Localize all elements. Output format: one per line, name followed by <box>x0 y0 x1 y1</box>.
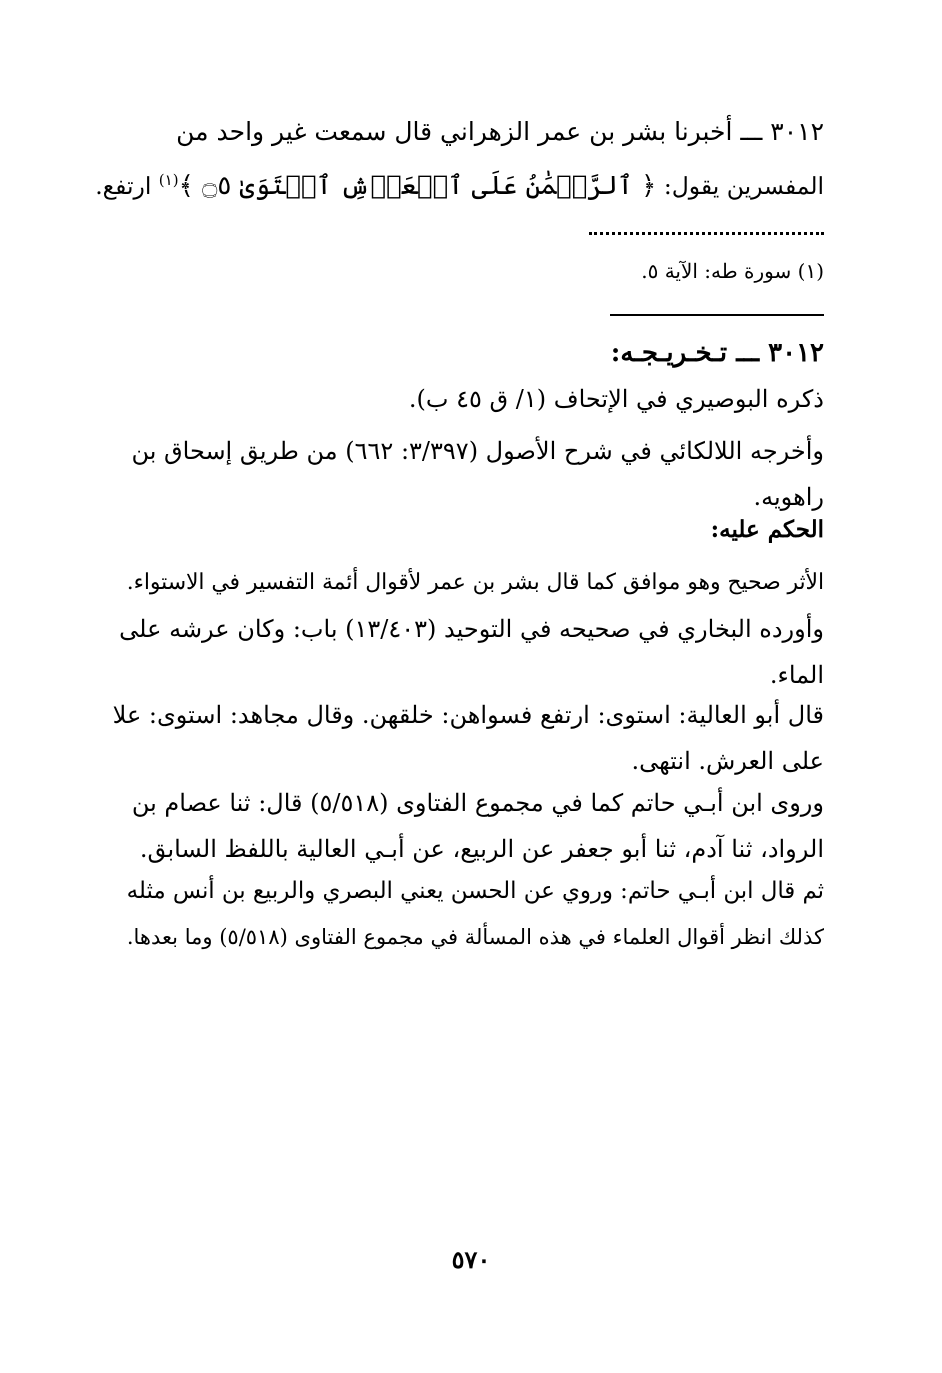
hukm-paragraph-3 <box>112 692 824 784</box>
paragraph-line: ثم قال ابن أبـي حاتم: وروي عن الحسن يعني البصري والربيع بن أنس مثله <box>126 878 824 904</box>
paragraph-line: وأخرجه اللالكائي في شرح الأصول (٣/٣٩٧: ٦٦٢) من طريق إسحاق بن <box>131 437 824 465</box>
narration-line-2 <box>95 156 824 210</box>
paragraph-line: الرواد، ثنا آدم، ثنا أبو جعفر عن الربيع، عن أبـي العالية باللفظ السابق. <box>139 835 824 863</box>
footnote-reference: (١) <box>158 171 179 189</box>
quran-verse: ﴿ ٱلرَّحۡمَٰنُ عَلَى ٱلۡعَرۡشِ ٱسۡتَوَىٰ ۝٥ ﴾ <box>178 170 657 201</box>
paragraph-line: على العرش. انتهى. <box>631 747 824 775</box>
paragraph-line: ذكره البوصيري في الإتحاف (١/ ق ٤٥ ب). <box>408 385 824 413</box>
paragraph-line: الماء. <box>769 661 824 689</box>
hukm-paragraph-5 <box>112 868 824 960</box>
footnote-separator <box>589 222 824 235</box>
paragraph-line: كذلك انظر أقوال العلماء في هذه المسألة في مجموع الفتاوى (٥/٥١٨) وما بعدها. <box>126 924 824 949</box>
paragraph-line: راهويه. <box>753 483 824 511</box>
hukm-paragraph-1 <box>112 560 824 606</box>
narration-end: ارتفع. <box>95 171 159 200</box>
takhrij-paragraph-2 <box>112 428 824 520</box>
section-divider <box>610 314 824 316</box>
paragraph-line: وأورده البخاري في صحيحه في التوحيد (١٣/٤٠٣) باب: وكان عرشه على <box>119 615 824 643</box>
page-number: ٥٧٠ <box>451 1245 491 1274</box>
paragraph-line: الأثر صحيح وهو موافق كما قال بشر بن عمر لأقوال أئمة التفسير في الاستواء. <box>126 570 824 595</box>
narration-line-1: ٣٠١٢ ـــ أخبرنا بشر بن عمر الزهراني قال سمعت غير واحد من <box>176 117 824 146</box>
narration-text <box>95 108 824 210</box>
narration-intro: المفسرين يقول: <box>656 171 824 200</box>
hukm-paragraph-4 <box>112 780 824 872</box>
hukm-paragraph-2 <box>112 606 824 698</box>
takhrij-paragraph-1 <box>112 376 824 422</box>
paragraph-line: قال أبو العالية: استوى: ارتفع فسواهن: خلقهن. وقال مجاهد: استوى: علا <box>112 701 824 729</box>
footnote: (١) سورة طه: الآية ٥. <box>641 259 824 283</box>
paragraph-line: وروى ابن أبـي حاتم كما في مجموع الفتاوى (٥/٥١٨) قال: ثنا عصام بن <box>131 789 824 817</box>
takhrij-heading: ٣٠١٢ ـــ تـخـريـجـه: <box>610 338 824 368</box>
hukm-heading: الحكم عليه: <box>710 516 824 543</box>
